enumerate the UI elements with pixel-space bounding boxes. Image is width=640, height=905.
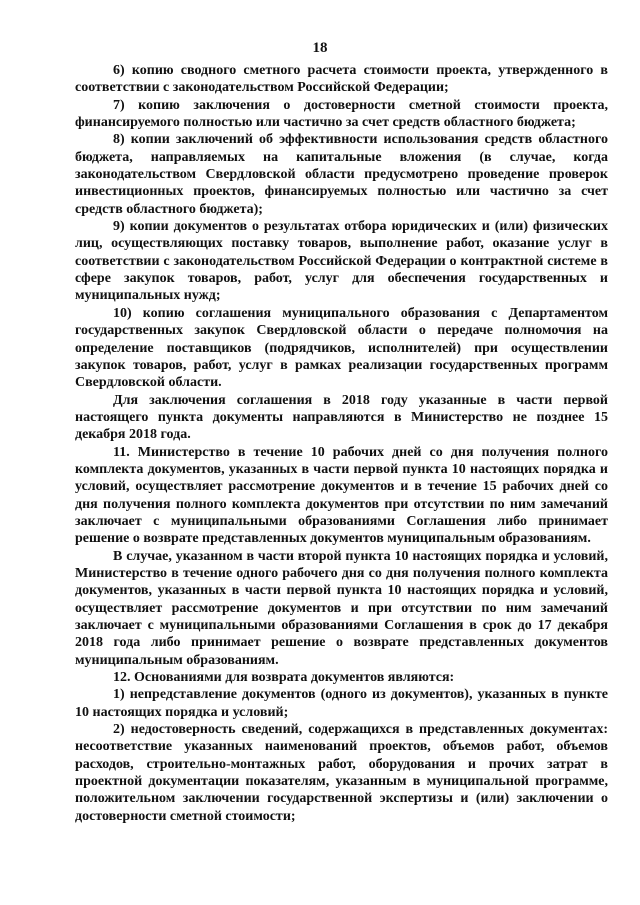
paragraph-item-8: 8) копии заключений об эффективности использования средств областного бюджета, направляемых на капитальные вложения (в случае, когда законодательством Свердловской области предусмотрено проведение проверок инвестиционных проектов, финансируемых полностью или частично за счет средств областного бюджета);: [75, 132, 608, 217]
paragraph-deadline-2018: Для заключения соглашения в 2018 году указанные в части первой настоящего пункта документы направляются в Министерство не позднее 15 декабря 2018 года.: [75, 392, 608, 443]
document-body: [75, 62, 608, 825]
paragraph-clause-11-case: В случае, указанном в части второй пункта 10 настоящих порядка и условий, Министерство в течение одного рабочего дня со дня получения полного комплекта документов, указанных в части первой пункта 10 настоящих порядка и условий, осуществляет рассмотрение документов и при отсутствии по ним замечаний заключает с муниципальными образованиями Соглашения в срок до 17 декабря 2018 года либо принимает решение о возврате представленных документов муниципальным образованиям.: [75, 548, 608, 668]
paragraph-item-9: 9) копии документов о результатах отбора юридических и (или) физических лиц, осуществляющих поставку товаров, выполнение работ, оказание услуг в соответствии с законодательством Российской Федерации о контрактной системе в сфере закупок товаров, работ, услуг для обеспечения государственных и муниципальных нужд;: [75, 219, 608, 304]
paragraph-item-10: 10) копию соглашения муниципального образования с Департаментом государственных закупок Свердловской области о передаче полномочия на определение поставщиков (подрядчиков, исполнителей) при осуществлении закупок товаров, работ, услуг в рамках реализации государственных программ Свердловской области.: [75, 305, 608, 391]
paragraph-item-6: 6) копию сводного сметного расчета стоимости проекта, утвержденного в соответствии с законодательством Российской Федерации;: [75, 63, 608, 96]
paragraph-reason-1: 1) непредставление документов (одного из документов), указанных в пункте 10 настоящих порядка и условий;: [75, 687, 608, 720]
paragraph-item-7: 7) копию заключения о достоверности сметной стоимости проекта, финансируемого полностью или частично за счет средств областного бюджета;: [75, 97, 608, 131]
paragraph-reason-2: 2) недостоверность сведений, содержащихся в представленных документах: несоответствие указанных наименований проектов, объемов работ, объемов расходов, строительно-монтажных работ, оборудования и прочих затрат в проектной документации показателям, указанным в муниципальной программе, положительном заключении государственной экспертизы и (или) заключении о достоверности сметной стоимости;: [75, 722, 608, 824]
paragraph-clause-12: 12. Основаниями для возврата документов являются:: [113, 670, 455, 686]
paragraph-clause-11: 11. Министерство в течение 10 рабочих дней со дня получения полного комплекта документов, указанных в части первой пункта 10 настоящих порядка и условий, осуществляет рассмотрение документов и в течение 15 рабочих дней со дня получения полного комплекта документов при отсутствии по ним замечаний заключает с муниципальными образованиями Соглашения либо принимает решение о возврате представленных документов муниципальным образованиям.: [75, 444, 608, 547]
page-number: 18: [312, 40, 328, 56]
